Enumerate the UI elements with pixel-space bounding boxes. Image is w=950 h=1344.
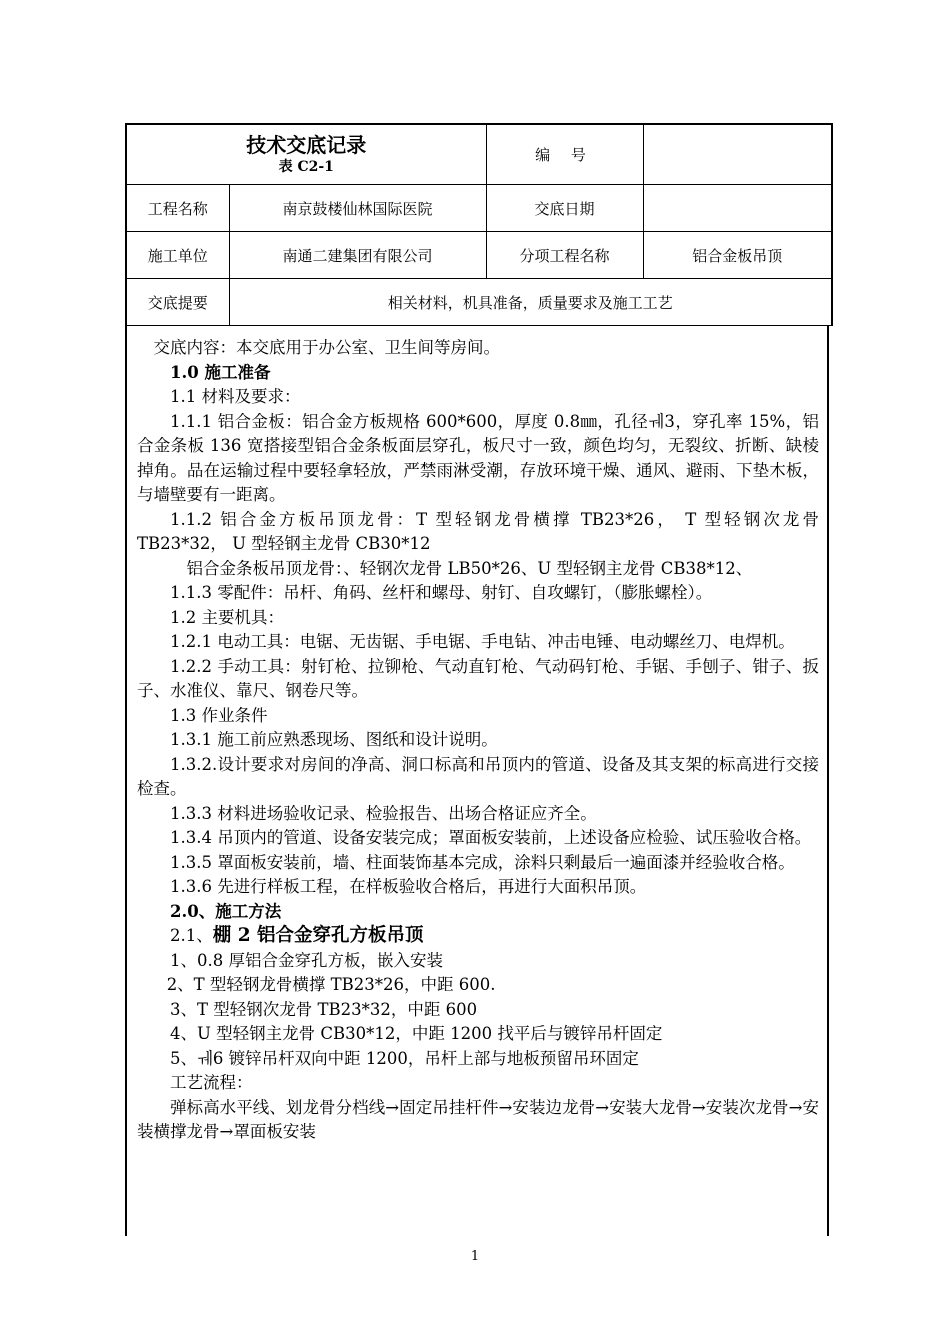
form-number: 表 C2-1 bbox=[278, 158, 334, 175]
section-2-1-heading bbox=[137, 924, 819, 949]
unit-label: 施工单位 bbox=[126, 232, 229, 279]
section-1-2-1: 1.2.1 电动工具：电锯、无齿锯、手电锯、手电钻、冲击电锤、电动螺丝刀、电焊机。 bbox=[170, 632, 795, 651]
document-title: 技术交底记录 bbox=[246, 132, 367, 157]
project-name: 南京鼓楼仙林国际医院 bbox=[229, 185, 486, 232]
step-5: 5、ￕ6 镀锌吊杆双向中距 1200，吊杆上部与地板预留吊环固定 bbox=[170, 1048, 639, 1068]
summary-text: 相关材料，机具准备，质量要求及施工工艺 bbox=[229, 279, 832, 326]
section-1-1-3: 1.1.3 零配件：吊杆、角码、丝杆和螺母、射钉、自攻螺钉，（膨胀螺栓）。 bbox=[170, 583, 713, 602]
section-1-2-2: 1.2.2 手动工具：射钉枪、拉铆枪、气动直钉枪、气动码钉枪、手锯、手刨子、钳子、扳子、水准仪、靠尺、钢卷尺等。 bbox=[137, 656, 819, 700]
step-1: 1、0.8 厚铝合金穿孔方板，嵌入安装 bbox=[170, 950, 443, 970]
section-1-3-4: 1.3.4 吊顶内的管道、设备安装完成；罩面板安装前，上述设备应检验、试压验收合格。 bbox=[170, 828, 812, 847]
project-label: 工程名称 bbox=[126, 185, 229, 232]
section-1-title: 1.0 施工准备 bbox=[170, 362, 271, 382]
date-label: 交底日期 bbox=[486, 185, 643, 232]
step-2: 2、T 型轻钢龙骨横撑 TB23*26，中距 600. bbox=[166, 975, 496, 994]
sub-project-label: 分项工程名称 bbox=[486, 232, 643, 279]
section-1-3-2: 1.3.2.设计要求对房间的净高、洞口标高和吊顶内的管道、设备及其支架的标高进行交接检查。 bbox=[137, 754, 819, 798]
section-1-1-2-b: 铝合金条板吊顶龙骨：、轻钢次龙骨 LB50*26、U 型轻钢主龙骨 CB38*12、 bbox=[186, 558, 753, 578]
section-2-1-title: 棚 2 铝合金穿孔方板吊顶 bbox=[212, 925, 424, 946]
section-1-3-3: 1.3.3 材料进场验收记录、检验报告、出场合格证应齐全。 bbox=[170, 803, 597, 823]
section-1-3-1: 1.3.1 施工前应熟悉现场、图纸和设计说明。 bbox=[170, 730, 498, 749]
summary-label: 交底提要 bbox=[126, 279, 229, 326]
section-1-3-5: 1.3.5 罩面板安装前，墙、柱面装饰基本完成，涂料只剩最后一遍面漆并经验收合格。 bbox=[170, 852, 795, 872]
content-body bbox=[125, 326, 829, 1236]
section-1-2: 1.2 主要机具： bbox=[170, 607, 284, 627]
header-table bbox=[125, 123, 833, 326]
intro-text: 交底内容：本交底用于办公室、卫生间等房间。 bbox=[153, 338, 500, 357]
section-2-title: 2.0、施工方法 bbox=[170, 901, 282, 921]
section-1-1: 1.1 材料及要求： bbox=[170, 387, 301, 406]
section-1-1-1: 1.1.1 铝合金板：铝合金方板规格 600*600，厚度 0.8㎜，孔径ￕ3，穿孔率 15%，铝合金条板 136 宽搭接型铝合金条板面层穿孔，板尺寸一致，颜色均匀，无裂纹、折断、缺棱掉角。品在运输过程中要轻拿轻放，严禁雨淋受潮，存放环境干燥、通风、避雨、下垫木板，与墙壁要有一距离。 bbox=[137, 411, 819, 504]
section-1-3: 1.3 作业条件 bbox=[170, 705, 268, 725]
section-1-3-6: 1.3.6 先进行样板工程，在样板验收合格后，再进行大面积吊顶。 bbox=[170, 877, 647, 896]
step-4: 4、U 型轻钢主龙骨 CB30*12，中距 1200 找平后与镀锌吊杆固定 bbox=[170, 1024, 663, 1043]
sub-project-name: 铝合金板吊顶 bbox=[643, 232, 832, 279]
code-label-cell bbox=[486, 124, 643, 185]
unit-name: 南通二建集团有限公司 bbox=[229, 232, 486, 279]
code-value-cell bbox=[643, 124, 832, 185]
section-2-1-prefix: 2.1、 bbox=[170, 926, 213, 945]
step-3: 3、T 型轻钢次龙骨 TB23*32，中距 600 bbox=[170, 999, 478, 1019]
page-number: 1 bbox=[470, 1249, 480, 1264]
process-text: 弹标高水平线、划龙骨分档线→固定吊挂杆件→安装边龙骨→安装大龙骨→安装次龙骨→安装横撑龙骨→罩面板安装 bbox=[137, 1097, 819, 1141]
section-1-1-2: 1.1.2 铝合金方板吊顶龙骨：T 型轻钢龙骨横撑 TB23*26， T 型轻钢次龙骨 TB23*32， U 型轻钢主龙骨 CB30*12 bbox=[137, 509, 819, 553]
process-label: 工艺流程： bbox=[170, 1073, 253, 1092]
code-label: 编 号 bbox=[535, 146, 594, 164]
date-value bbox=[643, 185, 832, 232]
form-title-cell bbox=[126, 124, 486, 185]
